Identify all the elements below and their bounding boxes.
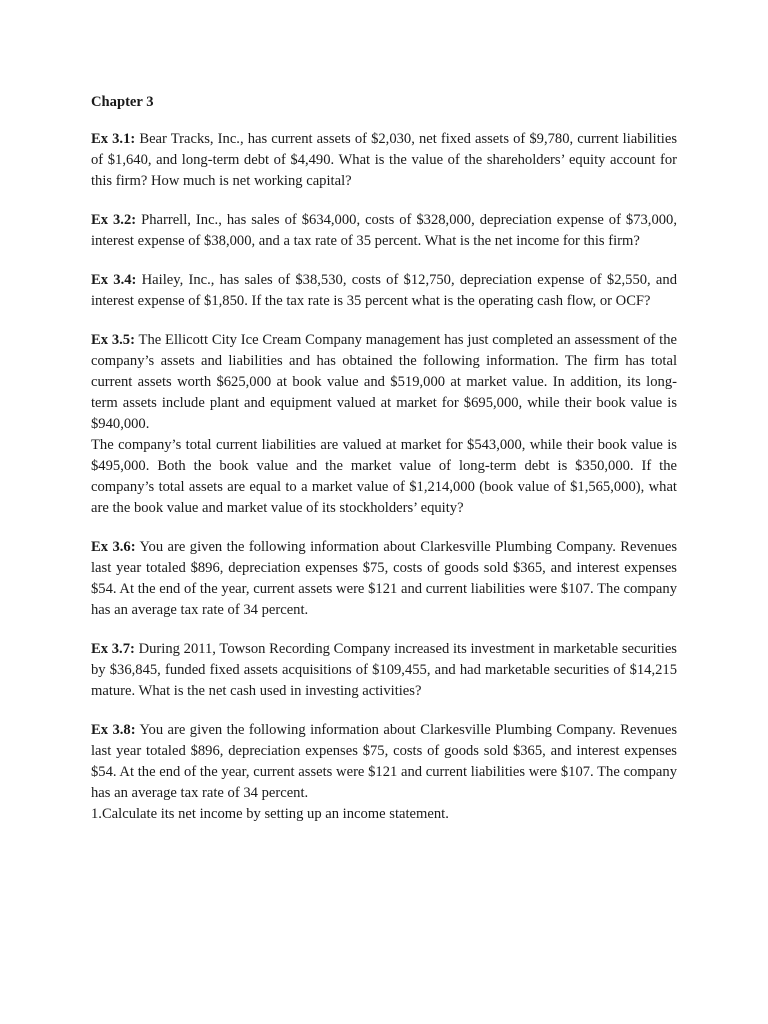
exercise-label: Ex 3.4: [91, 272, 137, 288]
exercise-paragraph [91, 330, 677, 435]
exercise-3-8 [91, 720, 677, 825]
document-page [91, 92, 677, 843]
exercise-paragraph [91, 129, 677, 192]
exercise-text: During 2011, Towson Recording Company increased its investment in marketable securities by $36,845, funded fixed assets acquisitions of $109,455, and had marketable securities of $14,215 mature. What is the net cash used in investing activities? [91, 641, 677, 699]
exercise-3-2 [91, 210, 677, 252]
exercise-paragraph [91, 270, 677, 312]
exercise-label: Ex 3.2: [91, 212, 137, 228]
exercise-paragraph [91, 435, 677, 519]
chapter-title: Chapter 3 [91, 94, 154, 110]
exercise-paragraph [91, 639, 677, 702]
exercise-text: The Ellicott City Ice Cream Company management has just completed an assessment of the company’s assets and liabilities and has obtained the following information. The firm has total current assets worth $625,000 at book value and $519,000 at market value. In addition, its long-term assets include plant and equipment valued at market for $695,000, while their book value is $940,000. [91, 332, 677, 432]
exercise-text: Hailey, Inc., has sales of $38,530, costs of $12,750, depreciation expense of $2,550, and interest expense of $1,850. If the tax rate is 35 percent what is the operating cash flow, or OCF? [91, 272, 677, 309]
exercise-label: Ex 3.7: [91, 641, 135, 657]
exercise-paragraph [91, 210, 677, 252]
exercise-label: Ex 3.1: [91, 131, 136, 147]
exercise-question: 1.Calculate its net income by setting up an income statement. [91, 806, 449, 822]
exercise-text: Bear Tracks, Inc., has current assets of $2,030, net fixed assets of $9,780, current liabilities of $1,640, and long-term debt of $4,490. What is the value of the shareholders’ equity account for this firm? How much is net working capital? [91, 131, 677, 189]
exercise-paragraph [91, 537, 677, 621]
exercise-3-1 [91, 129, 677, 192]
exercise-paragraph [91, 720, 677, 804]
exercise-3-6 [91, 537, 677, 621]
exercise-text: You are given the following information about Clarkesville Plumbing Company. Revenues last year totaled $896, depreciation expenses $75, costs of goods sold $365, and interest expenses $54. At the end of the year, current assets were $121 and current liabilities were $107. The company has an average tax rate of 34 percent. [91, 539, 678, 618]
exercise-label: Ex 3.5: [91, 332, 135, 348]
exercise-label: Ex 3.6: [91, 539, 136, 555]
exercise-3-7 [91, 639, 677, 702]
exercise-3-5 [91, 330, 677, 519]
exercise-text: The company’s total current liabilities are valued at market for $543,000, while their book value is $495,000. Both the book value and the market value of long-term debt is $350,000. If the company’s total assets are equal to a market value of $1,214,000 (book value of $1,565,000), what are the book value and market value of its stockholders’ equity? [91, 437, 677, 516]
exercise-3-4 [91, 270, 677, 312]
exercise-text: Pharrell, Inc., has sales of $634,000, costs of $328,000, depreciation expense of $73,000, interest expense of $38,000, and a tax rate of 35 percent. What is the net income for this firm? [91, 212, 677, 249]
exercise-text: You are given the following information about Clarkesville Plumbing Company. Revenues last year totaled $896, depreciation expenses $75, costs of goods sold $365, and interest expenses $54. At the end of the year, current assets were $121 and current liabilities were $107. The company has an average tax rate of 34 percent. [91, 722, 678, 801]
exercise-label: Ex 3.8: [91, 722, 136, 738]
